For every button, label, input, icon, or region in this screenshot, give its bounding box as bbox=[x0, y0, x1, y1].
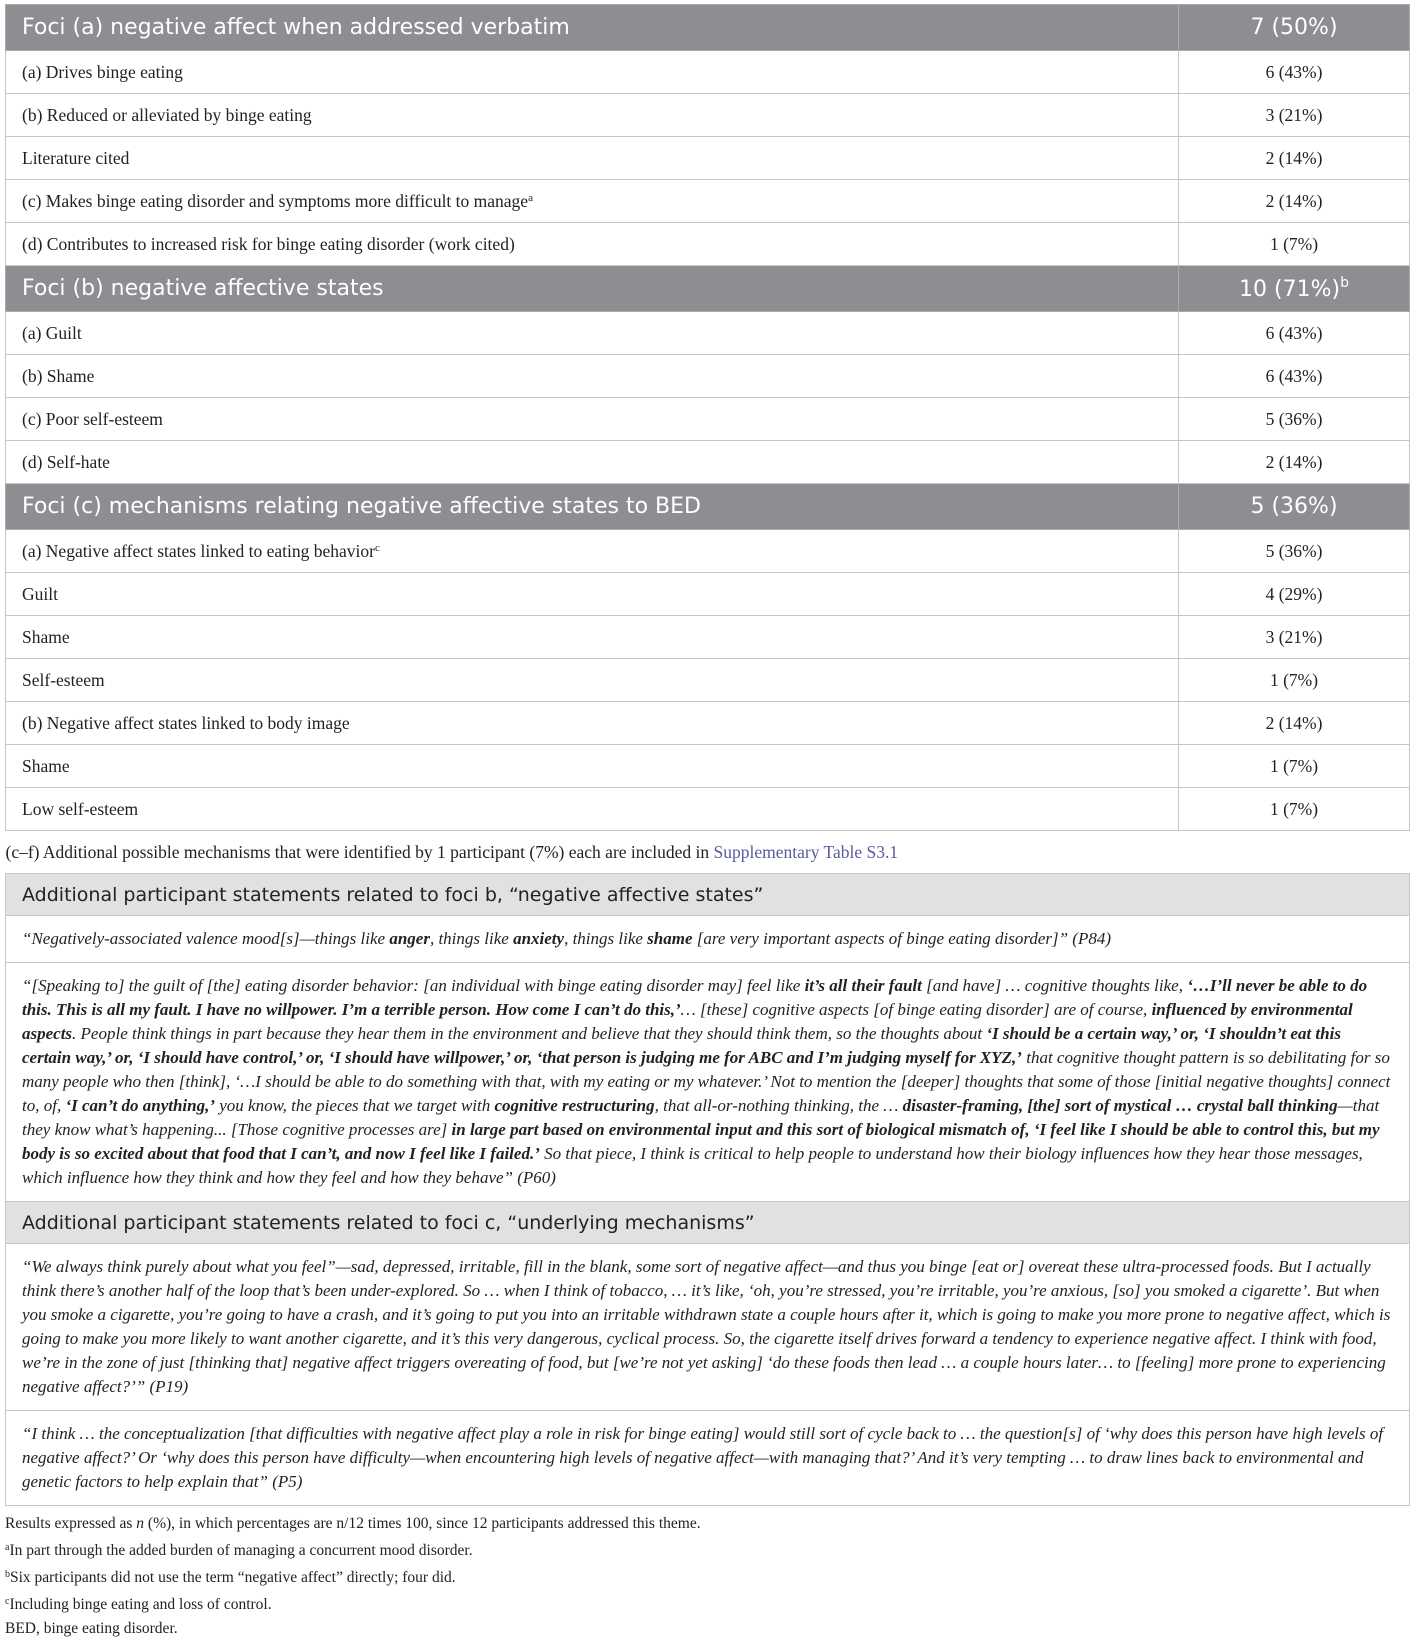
quote-emphasis: ‘I can’t do anything,’ bbox=[65, 1096, 215, 1115]
row-label: Shame bbox=[6, 745, 1179, 788]
quote-emphasis: disaster-framing, [the] sort of mystical … crystal ball thinking bbox=[902, 1096, 1338, 1115]
row-value: 1 (7%) bbox=[1179, 659, 1410, 702]
table-row bbox=[6, 788, 1410, 831]
table-row bbox=[6, 441, 1410, 484]
foci-table bbox=[5, 4, 1410, 1506]
quote-text: —that they know what’s happening... [Those cognitive processes are] bbox=[22, 1096, 1380, 1139]
table-wrapper bbox=[5, 4, 1409, 1641]
row-label: (b) Shame bbox=[6, 355, 1179, 398]
statements-c-title: Additional participant statements related to foci c, “underlying mechanisms” bbox=[6, 1202, 1410, 1244]
footnote-marker: a bbox=[528, 191, 533, 204]
quote-row bbox=[6, 916, 1410, 963]
foci-c-count: 5 (36%) bbox=[1179, 484, 1410, 530]
quote-text: , that all-or-nothing thinking, the … bbox=[654, 1096, 903, 1115]
quote-row bbox=[6, 1411, 1410, 1506]
row-label: (b) Negative affect states linked to body image bbox=[6, 702, 1179, 745]
quote-text: [are very important aspects of binge eating disorder]” (P84) bbox=[692, 929, 1112, 948]
footnote-text: Six participants did not use the term “negative affect” directly; four did. bbox=[10, 1569, 456, 1586]
quote-row bbox=[6, 1244, 1410, 1411]
footnote-marker: a bbox=[5, 1542, 10, 1553]
quote-text: , things like bbox=[564, 929, 648, 948]
row-value: 1 (7%) bbox=[1179, 745, 1410, 788]
row-value: 6 (43%) bbox=[1179, 355, 1410, 398]
row-label: (a) Negative affect states linked to eating behavior bbox=[22, 540, 375, 561]
quote-emphasis: in large part based on environmental input and this sort of biological mismatch of, ‘I feel like I should be able to control this, but my body is so excited about that food that I can’t, and now I feel like I failed.’ bbox=[22, 1120, 1380, 1163]
table-row bbox=[6, 659, 1410, 702]
footnote-marker: c bbox=[374, 541, 380, 554]
table-row bbox=[6, 616, 1410, 659]
table-row bbox=[6, 355, 1410, 398]
quote-emphasis: ‘I should be a certain way,’ or, ‘I shouldn’t eat this certain way,’ or, ‘I should have control,’ or, ‘I should have willpower,’ or, ‘that person is judging me for ABC and I’m judging myself for XYZ,’ bbox=[22, 1024, 1341, 1067]
table-row bbox=[6, 51, 1410, 94]
table-row bbox=[6, 702, 1410, 745]
quote-text: So that piece, I think is critical to help people to understand how their biology influences how they hear those messages, which influence how they think and how they feel and how they behave” (P60) bbox=[22, 1144, 1363, 1187]
row-value: 4 (29%) bbox=[1179, 573, 1410, 616]
row-value: 6 (43%) bbox=[1179, 312, 1410, 355]
quote-emphasis: cognitive restructuring bbox=[494, 1096, 655, 1115]
quote-emphasis: anxiety bbox=[513, 929, 565, 948]
footnote-bed: BED, binge eating disorder. bbox=[5, 1620, 178, 1637]
foci-b-title: Foci (b) negative affective states bbox=[6, 266, 1179, 312]
quote-emphasis: ‘…I’ll never be able to do this. This is all my fault. I have no willpower. I’m a terrible person. How come I can’t do this,’ bbox=[22, 976, 1368, 1019]
foci-c-title: Foci (c) mechanisms relating negative affective states to BED bbox=[6, 484, 1179, 530]
row-label: (a) Drives binge eating bbox=[6, 51, 1179, 94]
foci-b-count: 10 (71%) bbox=[1239, 277, 1341, 302]
quote-text: “Negatively-associated valence mood[s]—things like bbox=[22, 929, 390, 948]
row-label: (c) Makes binge eating disorder and symptoms more difficult to manage bbox=[22, 190, 529, 211]
footnote-marker: b bbox=[5, 1569, 10, 1580]
footnote-text: Results expressed as bbox=[5, 1515, 137, 1532]
quote-emphasis: shame bbox=[647, 929, 693, 948]
row-value: 3 (21%) bbox=[1179, 94, 1410, 137]
row-label: (b) Reduced or alleviated by binge eating bbox=[6, 94, 1179, 137]
row-value: 6 (43%) bbox=[1179, 51, 1410, 94]
table-row bbox=[6, 398, 1410, 441]
quote-text: … [these] cognitive aspects [of binge eating disorder] are of course, bbox=[680, 1000, 1152, 1019]
table-row bbox=[6, 745, 1410, 788]
footnote-results bbox=[5, 1512, 1409, 1536]
row-label: Shame bbox=[6, 616, 1179, 659]
table-row bbox=[6, 180, 1410, 223]
statements-b-title: Additional participant statements related to foci b, “negative affective states” bbox=[6, 874, 1410, 916]
row-value: 2 (14%) bbox=[1179, 441, 1410, 484]
footnote-marker: c bbox=[5, 1596, 10, 1607]
row-label: Self-esteem bbox=[6, 659, 1179, 702]
quote-text: that cognitive thought pattern is so debilitating for so many people who then [think], ‘…I should be able to do something with that, with my eating or my whatever.’ Not to mention the [deeper] thoughts that some of those [initial negative thoughts] connect to, of, bbox=[22, 1048, 1391, 1115]
row-value: 5 (36%) bbox=[1179, 530, 1410, 573]
statements-c-header-row bbox=[6, 1202, 1410, 1244]
quote-emphasis: it’s all their fault bbox=[804, 976, 922, 995]
quote-text: , things like bbox=[429, 929, 514, 948]
quote-emphasis: influenced by environmental aspects bbox=[22, 1000, 1353, 1043]
quote-p5: “I think … the conceptualization [that difficulties with negative affect play a role in risk for binge eating] would still sort of cycle back to … the question[s] of ‘why does this person have high levels of negative affect?’ Or ‘why does this person have difficulty—when encountering high levels of negative affect—with managing that?’ And it’s very tempting … to draw lines back to environmental and genetic factors to help explain that” (P5) bbox=[6, 1411, 1410, 1506]
foci-b-count-cell bbox=[1179, 266, 1410, 312]
quote-p19: “We always think purely about what you feel”—sad, depressed, irritable, fill in the blank, some sort of negative affect—and thus you binge [eat or] overeat these ultra-processed foods. But I actually think there’s another half of the loop that’s been under-explored. So … when I think of tobacco, … it’s like, ‘oh, you’re stressed, you’re irritable, you’re anxious, [so] you smoked a cigarette’. But when you smoke a cigarette, you’re going to have a crash, and it’s going to put you into an irritable withdrawn state a couple hours after it, which is going to make you more prone to negative affect, which is going to make you more likely to want another cigarette, and it’s this very dangerous, cyclical process. So, the cigarette itself drives forward a tendency to experience negative affect. I think with food, we’re in the zone of just [thinking that] negative affect triggers overeating of food, but [we’re not yet asking] ‘do these foods then lead … a couple hours later… to [feeling] more prone to experiencing negative affect?’” (P19) bbox=[6, 1244, 1410, 1411]
note-text: (c–f) Additional possible mechanisms that were identified by 1 participant (7%) each are included in bbox=[5, 841, 714, 862]
quote-emphasis: anger bbox=[389, 929, 430, 948]
footnote-b bbox=[5, 1563, 1409, 1590]
foci-a-title: Foci (a) negative affect when addressed verbatim bbox=[6, 5, 1179, 51]
quote-p60 bbox=[6, 963, 1410, 1202]
foci-c-header-row bbox=[6, 484, 1410, 530]
quote-row bbox=[6, 963, 1410, 1202]
row-value: 2 (14%) bbox=[1179, 137, 1410, 180]
row-label-cell bbox=[6, 180, 1179, 223]
mechanisms-note bbox=[6, 831, 1410, 874]
row-value: 1 (7%) bbox=[1179, 788, 1410, 831]
quote-p84 bbox=[6, 916, 1410, 963]
table-row bbox=[6, 573, 1410, 616]
row-value: 3 (21%) bbox=[1179, 616, 1410, 659]
foci-a-count: 7 (50%) bbox=[1179, 5, 1410, 51]
row-value: 2 (14%) bbox=[1179, 702, 1410, 745]
table-row bbox=[6, 223, 1410, 266]
row-label: (d) Self-hate bbox=[6, 441, 1179, 484]
row-value: 2 (14%) bbox=[1179, 180, 1410, 223]
row-label: Low self-esteem bbox=[6, 788, 1179, 831]
quote-text: [and have] … cognitive thoughts like, bbox=[921, 976, 1188, 995]
foci-b-header-row bbox=[6, 266, 1410, 312]
row-label-cell bbox=[6, 530, 1179, 573]
row-label: (d) Contributes to increased risk for binge eating disorder (work cited) bbox=[6, 223, 1179, 266]
table-footnotes bbox=[5, 1512, 1409, 1641]
footnote-marker: b bbox=[1340, 275, 1349, 291]
row-label: Literature cited bbox=[6, 137, 1179, 180]
quote-text: . People think things in part because they hear them in the environment and believe that they should think them, so the thoughts about bbox=[72, 1024, 987, 1043]
table-row bbox=[6, 530, 1410, 573]
row-label: (c) Poor self-esteem bbox=[6, 398, 1179, 441]
footnote-italic: n bbox=[136, 1515, 145, 1532]
row-label: Guilt bbox=[6, 573, 1179, 616]
table-row bbox=[6, 137, 1410, 180]
foci-a-header-row bbox=[6, 5, 1410, 51]
footnote-text: (%), in which percentages are n/12 times 100, since 12 participants addressed this theme. bbox=[144, 1515, 701, 1532]
statements-b-header-row bbox=[6, 874, 1410, 916]
quote-text: you know, the pieces that we target with bbox=[215, 1096, 495, 1115]
mechanisms-note-row bbox=[6, 831, 1410, 874]
table-row bbox=[6, 312, 1410, 355]
table-row bbox=[6, 94, 1410, 137]
quote-text: “[Speaking to] the guilt of [the] eating disorder behavior: [an individual with binge eating disorder may] feel like bbox=[22, 976, 805, 995]
footnote-text: Including binge eating and loss of control. bbox=[9, 1596, 272, 1613]
row-label: (a) Guilt bbox=[6, 312, 1179, 355]
row-value: 5 (36%) bbox=[1179, 398, 1410, 441]
footnote-text: In part through the added burden of managing a concurrent mood disorder. bbox=[9, 1542, 473, 1559]
footnote-a bbox=[5, 1536, 1409, 1563]
footnote-c bbox=[5, 1590, 1409, 1617]
supplementary-table-link[interactable]: Supplementary Table S3.1 bbox=[713, 841, 899, 862]
row-value: 1 (7%) bbox=[1179, 223, 1410, 266]
